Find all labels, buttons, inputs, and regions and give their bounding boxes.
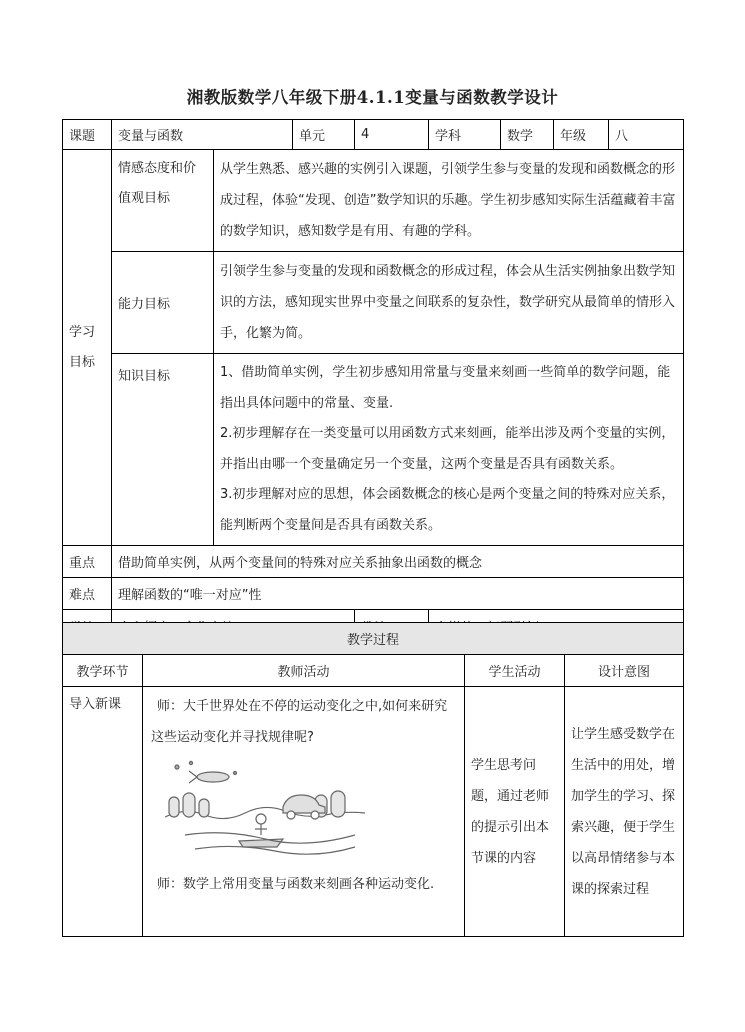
student-activity-intro: 学生思考问题，通过老师的提示引出本节课的内容 — [465, 687, 565, 937]
emotion-goal-name-line2: 值观目标 — [118, 191, 171, 206]
goals-label-line2: 目标 — [69, 354, 96, 370]
kids-playing-illustration-icon — [165, 759, 365, 855]
emotion-goal-name-line1: 情感态度和价 — [118, 161, 197, 176]
teaching-process-table — [62, 622, 684, 937]
course-info-table — [62, 119, 684, 643]
ability-goal-text: 引领学生参与变量的发现和函数概念的形成过程，体会从生活实例抽象出数学知识的方法，感知现实世界中变量之间联系的复杂性，数学研究从最简单的情形入手，化繁为简。 — [214, 252, 684, 354]
goal-knowledge-row — [63, 354, 684, 546]
header-row — [63, 120, 684, 150]
grade-value: 八 — [609, 120, 684, 150]
study-method-label: 学法 — [63, 610, 112, 643]
unit-value: 4 — [355, 120, 429, 150]
document-title: 湘教版数学八年级下册4.1.1变量与函数教学设计 — [186, 88, 559, 107]
goals-label-line1: 学习 — [69, 324, 96, 340]
subject-value: 数学 — [501, 120, 554, 150]
teach-method-label: 教法 — [355, 610, 429, 643]
stage-intro: 导入新课 — [63, 687, 143, 937]
teach-method-value: 多媒体，问题引领 — [429, 610, 684, 643]
difficulty-text: 理解函数的“唯一对应”性 — [112, 578, 684, 610]
knowledge-goal-name: 知识目标 — [112, 354, 214, 546]
focus-text: 借助简单实例，从两个变量间的特殊对应关系抽象出函数的概念 — [112, 546, 684, 578]
subject-label: 学科 — [429, 120, 501, 150]
grade-label: 年级 — [554, 120, 609, 150]
col-student-header: 学生活动 — [465, 655, 565, 687]
knowledge-item-3: 3.初步理解对应的思想，体会函数概念的核心是两个变量之间的特殊对应关系，能判断两个变量间是否具有函数关系。 — [220, 487, 675, 533]
unit-label: 单元 — [293, 120, 355, 150]
process-section-row — [63, 623, 684, 655]
teacher-activity-intro — [143, 687, 465, 937]
teacher-activity-text-2: 师：数学上常用变量与函数来刻画各种运动变化. — [157, 877, 435, 892]
study-method-value: 自主探究，合作交流 — [112, 610, 355, 643]
motion-illustration — [165, 759, 365, 855]
difficulty-label: 难点 — [63, 578, 112, 610]
focus-label: 重点 — [63, 546, 112, 578]
col-intent-header: 设计意图 — [565, 655, 684, 687]
design-intent-intro: 让学生感受数学在生活中的用处，增加学生的学习、探索兴趣，便于学生以高昂情绪参与本课的探索过程 — [565, 687, 684, 937]
knowledge-item-2: 2.初步理解存在一类变量可以用函数方式来刻画，能举出涉及两个变量的实例，并指出由哪一个变量确定另一个变量，这两个变量是否具有函数关系。 — [220, 426, 675, 472]
knowledge-goal-text — [214, 354, 684, 546]
process-section-title: 教学过程 — [63, 623, 684, 655]
col-stage-header: 教学环节 — [63, 655, 143, 687]
emotion-goal-text: 从学生熟悉、感兴趣的实例引入课题，引领学生参与变量的发现和函数概念的形成过程，体验“发现、创造”数学知识的乐趣。学生初步感知实际生活蕴藏着丰富的数学知识，感知数学是有用、有趣的学科。 — [214, 150, 684, 252]
goal-emotion-row — [63, 150, 684, 252]
process-row-intro — [63, 687, 684, 937]
topic-value: 变量与函数 — [112, 120, 293, 150]
col-teacher-header: 教师活动 — [143, 655, 465, 687]
focus-row — [63, 546, 684, 578]
process-header-row — [63, 655, 684, 687]
emotion-goal-name — [112, 150, 214, 252]
topic-label: 课题 — [63, 120, 112, 150]
difficulty-row — [63, 578, 684, 610]
goals-label — [63, 150, 112, 546]
goal-ability-row — [63, 252, 684, 354]
knowledge-item-1: 1、借助简单实例，学生初步感知用常量与变量来刻画一些简单的数学问题，能指出具体问题中的常量、变量. — [220, 365, 671, 411]
teacher-activity-text-1: 师：大千世界处在不停的运动变化之中,如何来研究这些运动变化并寻找规律呢? — [151, 699, 448, 745]
ability-goal-name: 能力目标 — [112, 252, 214, 354]
